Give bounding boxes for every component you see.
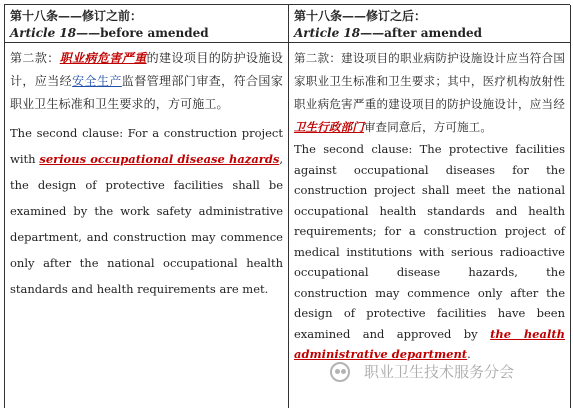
after-zh-highlight: 卫生行政部门 — [294, 120, 364, 134]
after-header-en-label: ——after amended — [360, 26, 482, 40]
watermark-text: 职业卫生技术服务分会 — [364, 363, 515, 381]
after-zh-text: 第二款：建设项目的职业病防护设施设计应当符合国家职业卫生标准和卫生要求；其中，医疗机构放射性职业病危害严重的建设项目的防护设施设计，应当经 — [294, 51, 565, 111]
before-zh-text-end: 监督管理部门审查，符合国家职业卫生标准和卫生要求的，方可施工。 — [10, 74, 283, 111]
after-text-zh — [294, 47, 565, 139]
before-header — [5, 5, 288, 43]
after-header-en — [294, 25, 565, 42]
after-text-en — [294, 139, 565, 365]
comparison-table — [4, 4, 570, 408]
after-header-en-article: Article 18 — [294, 26, 361, 40]
before-zh-clause: 第二款： — [10, 51, 60, 65]
before-zh-text: 的建设项目的防护设施设计，应当经 — [10, 51, 283, 88]
after-en-highlight: the health administrative department — [294, 326, 565, 361]
after-header — [289, 5, 570, 43]
after-body — [289, 43, 570, 408]
before-text-zh — [10, 47, 283, 116]
before-en-text: The second clause: For a construction project with — [10, 126, 283, 166]
before-text-en — [10, 120, 283, 302]
before-en-text-end: , the design of protective facilities shall be examined by the work safety administrative department, and construction may commence only after the national occupational health standards and health requirements are met. — [10, 152, 283, 296]
after-column — [289, 5, 571, 408]
before-header-en-label: ——before amended — [76, 26, 209, 40]
before-zh-link: 安全生产 — [72, 74, 122, 88]
before-column — [5, 5, 289, 408]
after-en-text: The second clause: The protective facilities against occupational diseases for the construction project shall meet the national occupational health standards and health requirements; for a construction project of medical institutions with serious radioactive occupational disease hazards, the construction may commence only after the design of protective facilities have been examined and approved by — [294, 142, 565, 341]
after-header-cn: 第十八条——修订之后： — [294, 9, 427, 23]
before-header-en-article: Article 18 — [10, 26, 77, 40]
before-zh-highlight: 职业病危害严重 — [59, 51, 147, 65]
before-en-highlight: serious occupational disease hazards — [39, 152, 280, 166]
after-en-text-end: . — [467, 347, 471, 361]
before-header-en — [10, 25, 283, 42]
after-zh-text-end: 审查同意后，方可施工。 — [363, 120, 493, 134]
before-body — [5, 43, 288, 408]
before-header-cn: 第十八条——修订之前： — [10, 9, 143, 23]
